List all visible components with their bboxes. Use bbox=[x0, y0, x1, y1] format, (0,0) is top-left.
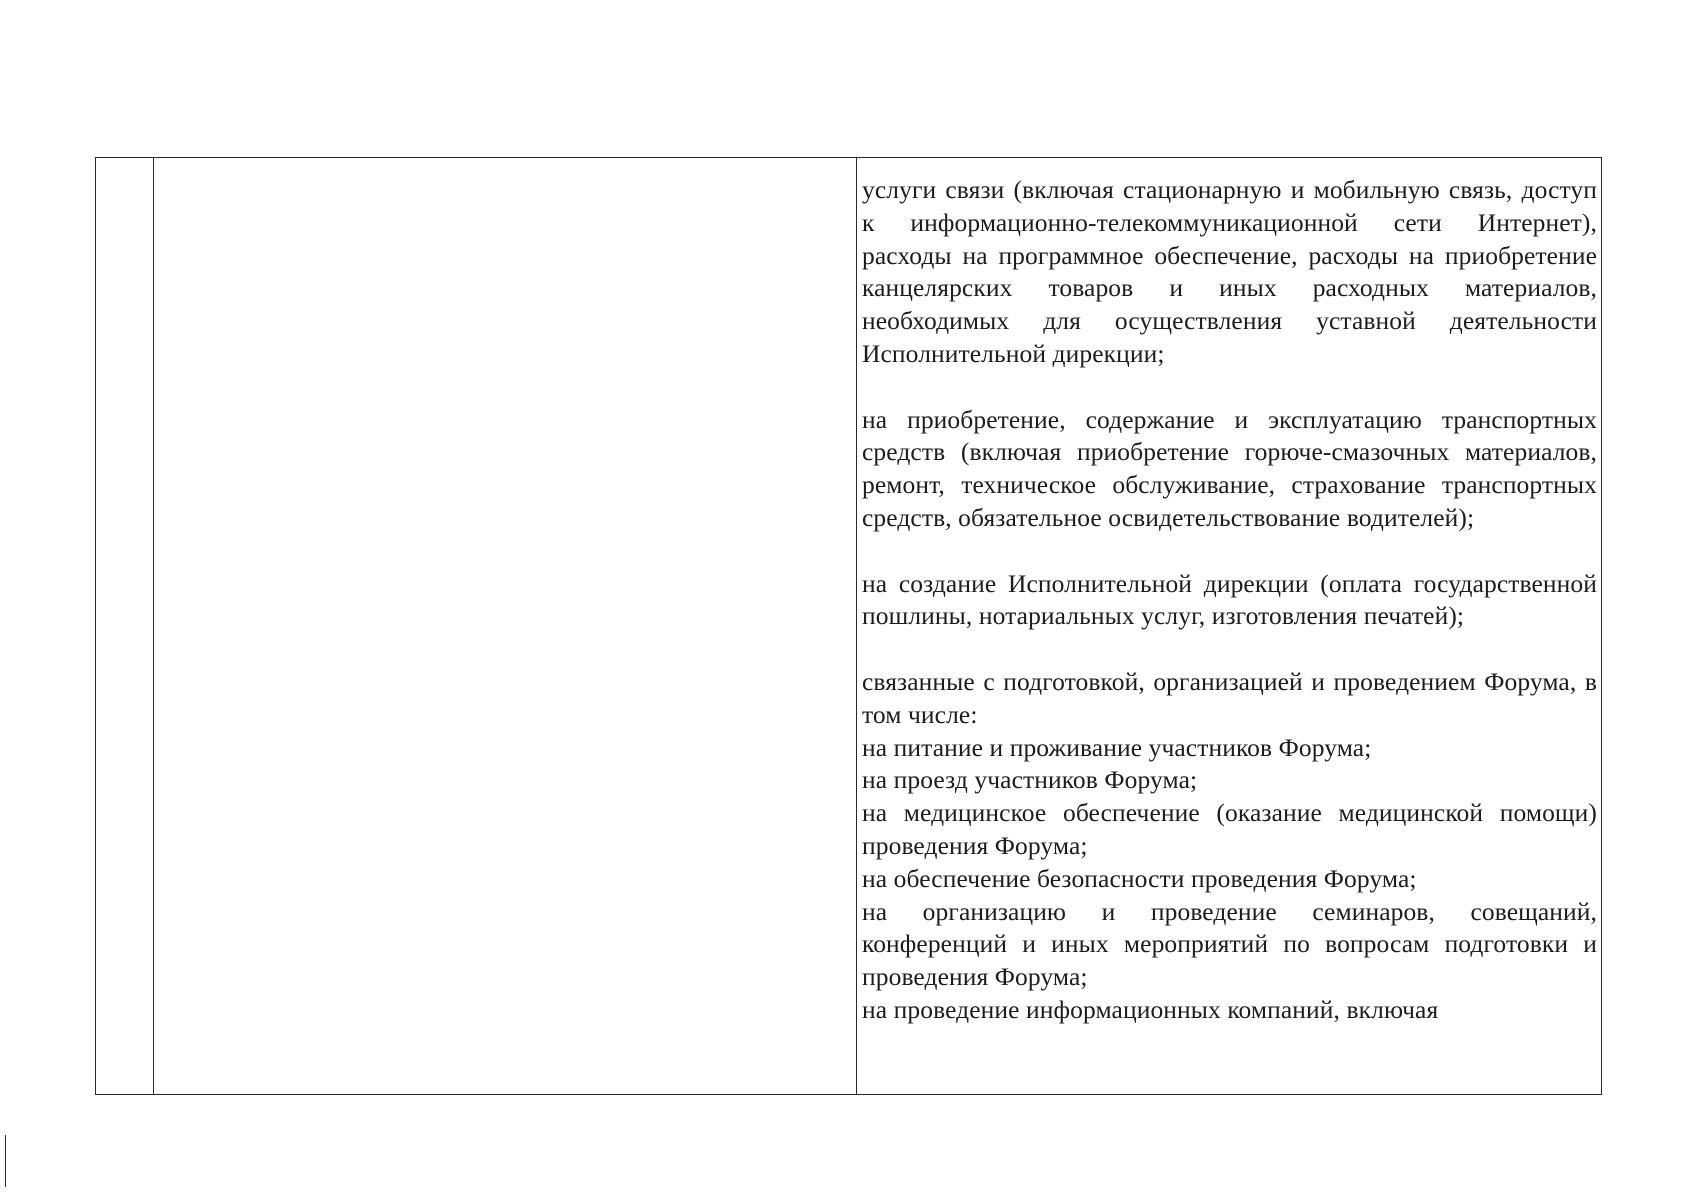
cell-expense-description bbox=[862, 174, 1597, 1027]
paragraph-communication-services: услуги связи (включая стационарную и мобильную связь, доступ к информационно-телекоммуникационной сети Интернет), расходы на программное обеспечение, расходы на приобретение канцелярских товаров и иных расходных материалов, необходимых для осуществления уставной деятельности Исполнительной дирекции; bbox=[862, 175, 1597, 368]
cell-row-number bbox=[96, 158, 153, 1094]
paragraph-forum-info-campaigns: на проведение информационных компаний, включая bbox=[862, 994, 1439, 1024]
paragraph-forum-travel: на проезд участников Форума; bbox=[862, 765, 1198, 795]
paragraph-forum-medical: на медицинское обеспечение (оказание медицинской помощи) проведения Форума; bbox=[862, 798, 1597, 860]
document-table bbox=[95, 157, 1602, 1095]
paragraph-forum-food-lodging: на питание и проживание участников Форума; bbox=[862, 732, 1372, 762]
paragraph-forum-seminars: на организацию и проведение семинаров, совещаний, конференций и иных мероприятий по вопросам подготовки и проведения Форума; bbox=[862, 896, 1597, 992]
margin-mark bbox=[5, 1135, 6, 1187]
cell-expense-name bbox=[154, 158, 855, 1094]
column-divider-name bbox=[856, 158, 857, 1094]
paragraph-directorate-creation: на создание Исполнительной дирекции (оплата государственной пошлины, нотариальных услуг, изготовления печатей); bbox=[862, 568, 1597, 631]
paragraph-forum-security: на обеспечение безопасности проведения Форума; bbox=[862, 863, 1417, 893]
paragraph-transport: на приобретение, содержание и эксплуатацию транспортных средств (включая приобретение горюче-смазочных материалов, ремонт, техническое обслуживание, страхование транспортных средств, обязательное освидетельствование водителей); bbox=[862, 404, 1597, 532]
paragraph-forum-intro: связанные с подготовкой, организацией и проведением Форума, в том числе: bbox=[862, 666, 1597, 729]
